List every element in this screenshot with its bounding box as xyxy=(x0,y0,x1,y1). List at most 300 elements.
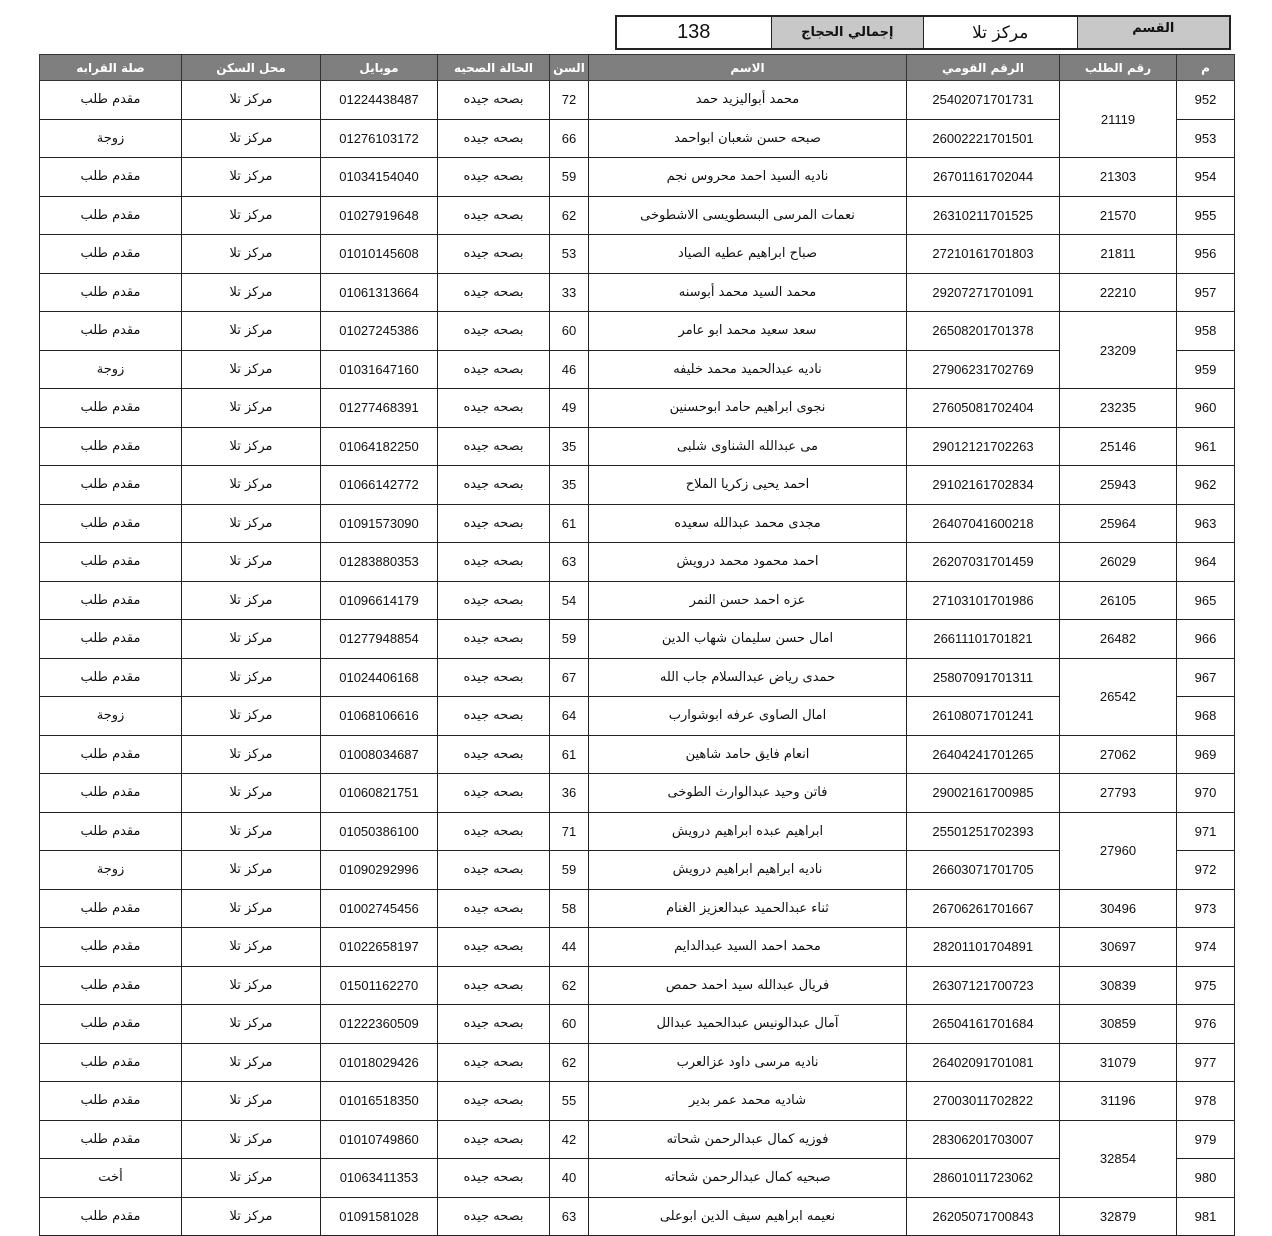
age-cell: 42 xyxy=(550,1120,589,1159)
request-number-cell: 27793 xyxy=(1060,774,1177,813)
col-header-name: الاسم xyxy=(589,55,907,81)
national-id-cell: 26108071701241 xyxy=(907,697,1060,736)
serial-cell: 962 xyxy=(1177,466,1235,505)
national-id-cell: 26603071701705 xyxy=(907,851,1060,890)
relation-cell: مقدم طلب xyxy=(40,1043,182,1082)
relation-cell: مقدم طلب xyxy=(40,427,182,466)
national-id-cell: 25402071701731 xyxy=(907,81,1060,120)
request-number-cell: 30496 xyxy=(1060,889,1177,928)
health-status-cell: بصحه جيده xyxy=(438,427,550,466)
relation-cell: زوجة xyxy=(40,697,182,736)
name-cell: ثناء عبدالحميد عبدالعزيز الغنام xyxy=(589,889,907,928)
residence-cell: مركز تلا xyxy=(182,889,321,928)
age-cell: 60 xyxy=(550,1005,589,1044)
age-cell: 59 xyxy=(550,851,589,890)
national-id-cell: 26307121700723 xyxy=(907,966,1060,1005)
name-cell: شاديه محمد عمر بدير xyxy=(589,1082,907,1121)
national-id-cell: 29102161702834 xyxy=(907,466,1060,505)
table-row xyxy=(40,1005,1235,1044)
table-row xyxy=(40,504,1235,543)
relation-cell: مقدم طلب xyxy=(40,966,182,1005)
request-number-cell: 23209 xyxy=(1060,312,1177,389)
health-status-cell: بصحه جيده xyxy=(438,1005,550,1044)
serial-cell: 960 xyxy=(1177,389,1235,428)
national-id-cell: 26207031701459 xyxy=(907,543,1060,582)
national-id-cell: 26508201701378 xyxy=(907,312,1060,351)
mobile-cell: 01068106616 xyxy=(321,697,438,736)
col-header-age: السن xyxy=(550,55,589,81)
national-id-cell: 27210161701803 xyxy=(907,235,1060,274)
name-cell: احمد يحيى زكريا الملاح xyxy=(589,466,907,505)
name-cell: انعام فايق حامد شاهين xyxy=(589,735,907,774)
name-cell: فريال عبدالله سيد احمد حمص xyxy=(589,966,907,1005)
request-number-cell: 21119 xyxy=(1060,81,1177,158)
request-number-cell: 32879 xyxy=(1060,1197,1177,1236)
age-cell: 61 xyxy=(550,735,589,774)
health-status-cell: بصحه جيده xyxy=(438,504,550,543)
table-row xyxy=(40,697,1235,736)
residence-cell: مركز تلا xyxy=(182,158,321,197)
serial-cell: 976 xyxy=(1177,1005,1235,1044)
mobile-cell: 01091581028 xyxy=(321,1197,438,1236)
age-cell: 53 xyxy=(550,235,589,274)
department-label: القسم xyxy=(1078,17,1230,48)
residence-cell: مركز تلا xyxy=(182,774,321,813)
national-id-cell: 29012121702263 xyxy=(907,427,1060,466)
serial-cell: 964 xyxy=(1177,543,1235,582)
mobile-cell: 01027919648 xyxy=(321,196,438,235)
mobile-cell: 01277468391 xyxy=(321,389,438,428)
table-row xyxy=(40,774,1235,813)
relation-cell: مقدم طلب xyxy=(40,81,182,120)
residence-cell: مركز تلا xyxy=(182,1120,321,1159)
mobile-cell: 01050386100 xyxy=(321,812,438,851)
name-cell: سعد سعيد محمد ابو عامر xyxy=(589,312,907,351)
national-id-cell: 28201101704891 xyxy=(907,928,1060,967)
name-cell: محمد السيد محمد أبوسنه xyxy=(589,273,907,312)
health-status-cell: بصحه جيده xyxy=(438,543,550,582)
residence-cell: مركز تلا xyxy=(182,658,321,697)
serial-cell: 956 xyxy=(1177,235,1235,274)
national-id-cell: 26504161701684 xyxy=(907,1005,1060,1044)
age-cell: 62 xyxy=(550,196,589,235)
residence-cell: مركز تلا xyxy=(182,543,321,582)
health-status-cell: بصحه جيده xyxy=(438,312,550,351)
residence-cell: مركز تلا xyxy=(182,851,321,890)
age-cell: 72 xyxy=(550,81,589,120)
residence-cell: مركز تلا xyxy=(182,697,321,736)
mobile-cell: 01031647160 xyxy=(321,350,438,389)
name-cell: فاتن وحيد عبدالوارث الطوخى xyxy=(589,774,907,813)
relation-cell: مقدم طلب xyxy=(40,158,182,197)
health-status-cell: بصحه جيده xyxy=(438,1197,550,1236)
summary-box xyxy=(615,15,1231,50)
table-row xyxy=(40,735,1235,774)
health-status-cell: بصحه جيده xyxy=(438,158,550,197)
request-number-cell: 21303 xyxy=(1060,158,1177,197)
age-cell: 35 xyxy=(550,427,589,466)
table-row xyxy=(40,158,1235,197)
health-status-cell: بصحه جيده xyxy=(438,735,550,774)
relation-cell: مقدم طلب xyxy=(40,273,182,312)
name-cell: صباح ابراهيم عطيه الصياد xyxy=(589,235,907,274)
mobile-cell: 01060821751 xyxy=(321,774,438,813)
name-cell: نعمات المرسى البسطويسى الاشطوخى xyxy=(589,196,907,235)
serial-cell: 974 xyxy=(1177,928,1235,967)
serial-cell: 969 xyxy=(1177,735,1235,774)
department-value: مركز تلا xyxy=(924,17,1078,48)
serial-cell: 975 xyxy=(1177,966,1235,1005)
request-number-cell: 22210 xyxy=(1060,273,1177,312)
age-cell: 44 xyxy=(550,928,589,967)
table-row xyxy=(40,812,1235,851)
table-body xyxy=(40,81,1235,1236)
health-status-cell: بصحه جيده xyxy=(438,119,550,158)
age-cell: 63 xyxy=(550,543,589,582)
mobile-cell: 01096614179 xyxy=(321,581,438,620)
mobile-cell: 01010749860 xyxy=(321,1120,438,1159)
residence-cell: مركز تلا xyxy=(182,504,321,543)
health-status-cell: بصحه جيده xyxy=(438,774,550,813)
serial-cell: 970 xyxy=(1177,774,1235,813)
col-header-mobile: موبايل xyxy=(321,55,438,81)
table-row xyxy=(40,312,1235,351)
health-status-cell: بصحه جيده xyxy=(438,389,550,428)
table-row xyxy=(40,851,1235,890)
mobile-cell: 01063411353 xyxy=(321,1159,438,1198)
name-cell: ناديه ابراهيم ابراهيم درويش xyxy=(589,851,907,890)
mobile-cell: 01008034687 xyxy=(321,735,438,774)
age-cell: 62 xyxy=(550,966,589,1005)
serial-cell: 959 xyxy=(1177,350,1235,389)
national-id-cell: 28601011723062 xyxy=(907,1159,1060,1198)
table-row xyxy=(40,581,1235,620)
mobile-cell: 01002745456 xyxy=(321,889,438,928)
serial-cell: 958 xyxy=(1177,312,1235,351)
serial-cell: 961 xyxy=(1177,427,1235,466)
relation-cell: مقدم طلب xyxy=(40,928,182,967)
request-number-cell: 30839 xyxy=(1060,966,1177,1005)
national-id-cell: 26611101701821 xyxy=(907,620,1060,659)
relation-cell: مقدم طلب xyxy=(40,774,182,813)
table-row xyxy=(40,81,1235,120)
national-id-cell: 29002161700985 xyxy=(907,774,1060,813)
serial-cell: 966 xyxy=(1177,620,1235,659)
table-row xyxy=(40,658,1235,697)
table-row xyxy=(40,196,1235,235)
name-cell: امال الصاوى عرفه ابوشوارب xyxy=(589,697,907,736)
residence-cell: مركز تلا xyxy=(182,735,321,774)
age-cell: 66 xyxy=(550,119,589,158)
health-status-cell: بصحه جيده xyxy=(438,889,550,928)
age-cell: 62 xyxy=(550,1043,589,1082)
age-cell: 46 xyxy=(550,350,589,389)
mobile-cell: 01277948854 xyxy=(321,620,438,659)
table-row xyxy=(40,543,1235,582)
relation-cell: مقدم طلب xyxy=(40,658,182,697)
request-number-cell: 26029 xyxy=(1060,543,1177,582)
mobile-cell: 01016518350 xyxy=(321,1082,438,1121)
table-row xyxy=(40,928,1235,967)
name-cell: عزه احمد حسن النمر xyxy=(589,581,907,620)
age-cell: 54 xyxy=(550,581,589,620)
health-status-cell: بصحه جيده xyxy=(438,1159,550,1198)
mobile-cell: 01034154040 xyxy=(321,158,438,197)
table-row xyxy=(40,389,1235,428)
age-cell: 67 xyxy=(550,658,589,697)
health-status-cell: بصحه جيده xyxy=(438,697,550,736)
mobile-cell: 01027245386 xyxy=(321,312,438,351)
table-row xyxy=(40,1120,1235,1159)
age-cell: 40 xyxy=(550,1159,589,1198)
residence-cell: مركز تلا xyxy=(182,350,321,389)
national-id-cell: 27103101701986 xyxy=(907,581,1060,620)
relation-cell: مقدم طلب xyxy=(40,235,182,274)
residence-cell: مركز تلا xyxy=(182,1005,321,1044)
national-id-cell: 26402091701081 xyxy=(907,1043,1060,1082)
relation-cell: مقدم طلب xyxy=(40,812,182,851)
age-cell: 55 xyxy=(550,1082,589,1121)
national-id-cell: 26407041600218 xyxy=(907,504,1060,543)
residence-cell: مركز تلا xyxy=(182,1082,321,1121)
name-cell: مجدى محمد عبدالله سعيده xyxy=(589,504,907,543)
serial-cell: 981 xyxy=(1177,1197,1235,1236)
age-cell: 60 xyxy=(550,312,589,351)
health-status-cell: بصحه جيده xyxy=(438,466,550,505)
serial-cell: 967 xyxy=(1177,658,1235,697)
relation-cell: مقدم طلب xyxy=(40,312,182,351)
request-number-cell: 27062 xyxy=(1060,735,1177,774)
name-cell: محمد احمد السيد عبدالدايم xyxy=(589,928,907,967)
mobile-cell: 01024406168 xyxy=(321,658,438,697)
mobile-cell: 01064182250 xyxy=(321,427,438,466)
name-cell: صبحه حسن شعبان ابواحمد xyxy=(589,119,907,158)
relation-cell: مقدم طلب xyxy=(40,889,182,928)
health-status-cell: بصحه جيده xyxy=(438,1082,550,1121)
relation-cell: مقدم طلب xyxy=(40,504,182,543)
relation-cell: مقدم طلب xyxy=(40,1005,182,1044)
age-cell: 63 xyxy=(550,1197,589,1236)
health-status-cell: بصحه جيده xyxy=(438,273,550,312)
mobile-cell: 01091573090 xyxy=(321,504,438,543)
residence-cell: مركز تلا xyxy=(182,581,321,620)
table-row xyxy=(40,427,1235,466)
name-cell: ناديه مرسى داود عزالعرب xyxy=(589,1043,907,1082)
residence-cell: مركز تلا xyxy=(182,273,321,312)
health-status-cell: بصحه جيده xyxy=(438,966,550,1005)
relation-cell: مقدم طلب xyxy=(40,389,182,428)
serial-cell: 968 xyxy=(1177,697,1235,736)
national-id-cell: 26310211701525 xyxy=(907,196,1060,235)
serial-cell: 977 xyxy=(1177,1043,1235,1082)
age-cell: 64 xyxy=(550,697,589,736)
age-cell: 61 xyxy=(550,504,589,543)
residence-cell: مركز تلا xyxy=(182,1043,321,1082)
serial-cell: 979 xyxy=(1177,1120,1235,1159)
health-status-cell: بصحه جيده xyxy=(438,350,550,389)
health-status-cell: بصحه جيده xyxy=(438,235,550,274)
mobile-cell: 01222360509 xyxy=(321,1005,438,1044)
request-number-cell: 21811 xyxy=(1060,235,1177,274)
table-row xyxy=(40,119,1235,158)
serial-cell: 971 xyxy=(1177,812,1235,851)
request-number-cell: 25964 xyxy=(1060,504,1177,543)
health-status-cell: بصحه جيده xyxy=(438,812,550,851)
table-row xyxy=(40,1043,1235,1082)
total-pilgrims-label: إجمالي الحجاج xyxy=(772,17,925,48)
national-id-cell: 27906231702769 xyxy=(907,350,1060,389)
relation-cell: مقدم طلب xyxy=(40,466,182,505)
col-header-serial: م xyxy=(1177,55,1235,81)
health-status-cell: بصحه جيده xyxy=(438,1043,550,1082)
health-status-cell: بصحه جيده xyxy=(438,620,550,659)
age-cell: 35 xyxy=(550,466,589,505)
residence-cell: مركز تلا xyxy=(182,928,321,967)
name-cell: آمال عبدالونيس عبدالحميد عبدالل xyxy=(589,1005,907,1044)
serial-cell: 952 xyxy=(1177,81,1235,120)
col-header-national-id: الرقم القومي xyxy=(907,55,1060,81)
residence-cell: مركز تلا xyxy=(182,620,321,659)
national-id-cell: 27605081702404 xyxy=(907,389,1060,428)
request-number-cell: 31196 xyxy=(1060,1082,1177,1121)
name-cell: فوزيه كمال عبدالرحمن شحاته xyxy=(589,1120,907,1159)
name-cell: مى عبدالله الشناوى شلبى xyxy=(589,427,907,466)
health-status-cell: بصحه جيده xyxy=(438,81,550,120)
request-number-cell: 26542 xyxy=(1060,658,1177,735)
relation-cell: مقدم طلب xyxy=(40,1120,182,1159)
relation-cell: مقدم طلب xyxy=(40,543,182,582)
residence-cell: مركز تلا xyxy=(182,196,321,235)
health-status-cell: بصحه جيده xyxy=(438,196,550,235)
residence-cell: مركز تلا xyxy=(182,466,321,505)
relation-cell: زوجة xyxy=(40,119,182,158)
national-id-cell: 25501251702393 xyxy=(907,812,1060,851)
request-number-cell: 30697 xyxy=(1060,928,1177,967)
request-number-cell: 21570 xyxy=(1060,196,1177,235)
name-cell: ابراهيم عبده ابراهيم درويش xyxy=(589,812,907,851)
residence-cell: مركز تلا xyxy=(182,1197,321,1236)
request-number-cell: 25146 xyxy=(1060,427,1177,466)
residence-cell: مركز تلا xyxy=(182,966,321,1005)
table-row xyxy=(40,466,1235,505)
national-id-cell: 26002221701501 xyxy=(907,119,1060,158)
table-row xyxy=(40,1197,1235,1236)
serial-cell: 963 xyxy=(1177,504,1235,543)
health-status-cell: بصحه جيده xyxy=(438,1120,550,1159)
total-pilgrims-value: 138 xyxy=(617,17,772,48)
mobile-cell: 01501162270 xyxy=(321,966,438,1005)
serial-cell: 954 xyxy=(1177,158,1235,197)
request-number-cell: 25943 xyxy=(1060,466,1177,505)
national-id-cell: 25807091701311 xyxy=(907,658,1060,697)
serial-cell: 965 xyxy=(1177,581,1235,620)
age-cell: 36 xyxy=(550,774,589,813)
col-header-request-number: رقم الطلب xyxy=(1060,55,1177,81)
table-header xyxy=(40,55,1235,81)
mobile-cell: 01224438487 xyxy=(321,81,438,120)
residence-cell: مركز تلا xyxy=(182,119,321,158)
mobile-cell: 01018029426 xyxy=(321,1043,438,1082)
national-id-cell: 26706261701667 xyxy=(907,889,1060,928)
mobile-cell: 01283880353 xyxy=(321,543,438,582)
national-id-cell: 29207271701091 xyxy=(907,273,1060,312)
name-cell: محمد أبواليزيد حمد xyxy=(589,81,907,120)
table-row xyxy=(40,966,1235,1005)
national-id-cell: 26404241701265 xyxy=(907,735,1060,774)
serial-cell: 957 xyxy=(1177,273,1235,312)
health-status-cell: بصحه جيده xyxy=(438,581,550,620)
name-cell: ناديه السيد احمد محروس نجم xyxy=(589,158,907,197)
name-cell: حمدى رياض عبدالسلام جاب الله xyxy=(589,658,907,697)
national-id-cell: 27003011702822 xyxy=(907,1082,1060,1121)
request-number-cell: 30859 xyxy=(1060,1005,1177,1044)
table-row xyxy=(40,1159,1235,1198)
table-row xyxy=(40,620,1235,659)
pilgrims-table xyxy=(39,54,1235,1236)
mobile-cell: 01010145608 xyxy=(321,235,438,274)
age-cell: 59 xyxy=(550,158,589,197)
name-cell: صبحيه كمال عبدالرحمن شحاته xyxy=(589,1159,907,1198)
name-cell: احمد محمود محمد درويش xyxy=(589,543,907,582)
serial-cell: 972 xyxy=(1177,851,1235,890)
relation-cell: مقدم طلب xyxy=(40,196,182,235)
col-header-health: الحالة الصحيه xyxy=(438,55,550,81)
relation-cell: زوجة xyxy=(40,350,182,389)
relation-cell: زوجة xyxy=(40,851,182,890)
relation-cell: مقدم طلب xyxy=(40,620,182,659)
health-status-cell: بصحه جيده xyxy=(438,851,550,890)
serial-cell: 973 xyxy=(1177,889,1235,928)
request-number-cell: 27960 xyxy=(1060,812,1177,889)
age-cell: 71 xyxy=(550,812,589,851)
table-row xyxy=(40,273,1235,312)
name-cell: امال حسن سليمان شهاب الدين xyxy=(589,620,907,659)
request-number-cell: 31079 xyxy=(1060,1043,1177,1082)
col-header-relation: صلة القرابه xyxy=(40,55,182,81)
name-cell: نجوى ابراهيم حامد ابوحسنين xyxy=(589,389,907,428)
national-id-cell: 26205071700843 xyxy=(907,1197,1060,1236)
name-cell: نعيمه ابراهيم سيف الدين ابوعلى xyxy=(589,1197,907,1236)
serial-cell: 953 xyxy=(1177,119,1235,158)
request-number-cell: 26105 xyxy=(1060,581,1177,620)
relation-cell: مقدم طلب xyxy=(40,581,182,620)
mobile-cell: 01276103172 xyxy=(321,119,438,158)
request-number-cell: 23235 xyxy=(1060,389,1177,428)
table-row xyxy=(40,1082,1235,1121)
health-status-cell: بصحه جيده xyxy=(438,928,550,967)
residence-cell: مركز تلا xyxy=(182,312,321,351)
age-cell: 49 xyxy=(550,389,589,428)
relation-cell: أخت xyxy=(40,1159,182,1198)
residence-cell: مركز تلا xyxy=(182,235,321,274)
request-number-cell: 32854 xyxy=(1060,1120,1177,1197)
serial-cell: 978 xyxy=(1177,1082,1235,1121)
request-number-cell: 26482 xyxy=(1060,620,1177,659)
residence-cell: مركز تلا xyxy=(182,427,321,466)
national-id-cell: 28306201703007 xyxy=(907,1120,1060,1159)
col-header-residence: محل السكن xyxy=(182,55,321,81)
header-row xyxy=(40,55,1235,81)
relation-cell: مقدم طلب xyxy=(40,1197,182,1236)
relation-cell: مقدم طلب xyxy=(40,735,182,774)
name-cell: ناديه عبدالحميد محمد خليفه xyxy=(589,350,907,389)
health-status-cell: بصحه جيده xyxy=(438,658,550,697)
serial-cell: 955 xyxy=(1177,196,1235,235)
mobile-cell: 01061313664 xyxy=(321,273,438,312)
serial-cell: 980 xyxy=(1177,1159,1235,1198)
residence-cell: مركز تلا xyxy=(182,812,321,851)
mobile-cell: 01066142772 xyxy=(321,466,438,505)
